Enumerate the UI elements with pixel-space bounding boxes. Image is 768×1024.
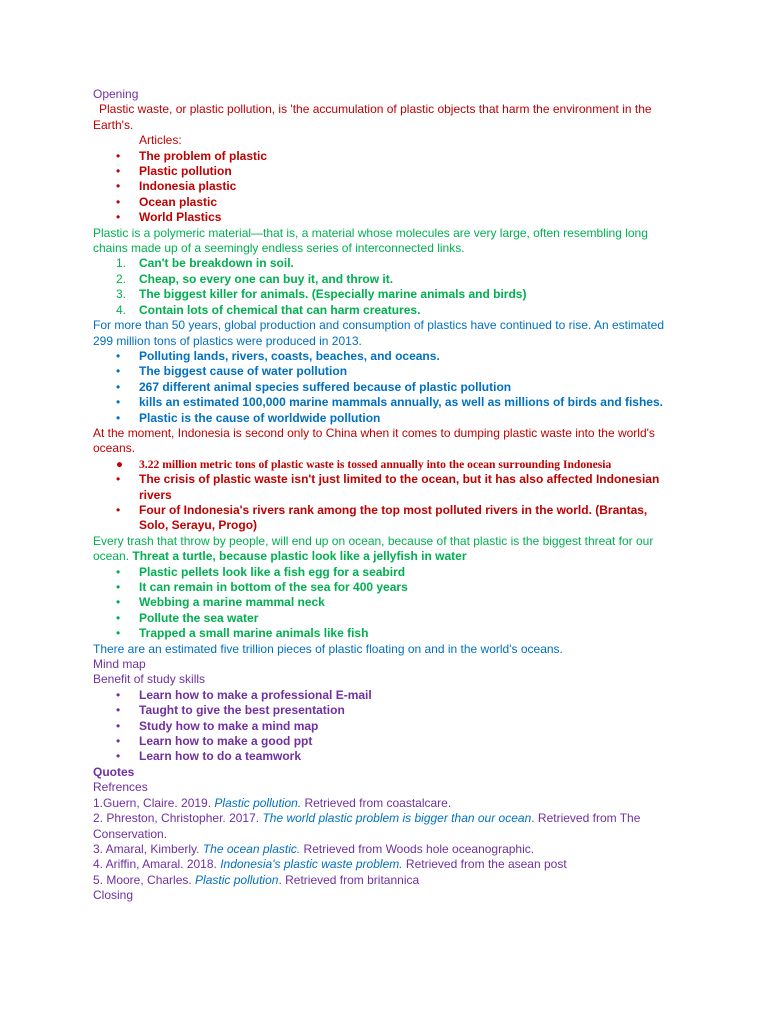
- list-item: • Plastic pollution: [116, 164, 232, 179]
- reference-item: 3. Amaral, Kimberly. The ocean plastic. Retrieved from Woods hole oceanographic.: [93, 841, 535, 856]
- reference-item: 4. Ariffin, Amaral. 2018. Indonesia's plastic waste problem. Retrieved from the asean post: [93, 857, 567, 872]
- list-item: • Polluting lands, rivers, coasts, beaches, and oceans.: [116, 348, 440, 363]
- trash-list: [93, 565, 678, 642]
- list-item: • Learn how to make a professional E-mail: [116, 687, 372, 702]
- list-item: 3. The biggest killer for animals. (Especially marine animals and birds): [116, 287, 527, 302]
- list-item: 4. Contain lots of chemical that can harm creatures.: [116, 302, 421, 317]
- reference-item: 2. Phreston, Christopher. 2017. The world plastic problem is bigger than our ocean. Retrieved from The Conservation.: [93, 811, 641, 841]
- indonesia-paragraph: At the moment, Indonesia is second only to China when it comes to dumping plastic waste into the world's oceans.: [93, 425, 655, 456]
- indonesia-list: [93, 457, 678, 534]
- list-item: • Plastic pellets look like a fish egg for a seabird: [116, 564, 406, 579]
- bullet-marker: •: [116, 395, 121, 410]
- bullet-marker: ●: [116, 457, 124, 471]
- list-item: • It can remain in bottom of the sea for 400 years: [116, 580, 408, 594]
- list-item: • Indonesia plastic: [116, 179, 237, 194]
- bullet-marker: •: [116, 734, 121, 749]
- reference-item: 5. Moore, Charles. Plastic pollution. Retrieved from britannica: [93, 872, 420, 887]
- list-item: • Learn how to make a good ppt: [116, 734, 313, 749]
- list-item: • Study how to make a mind map: [116, 718, 319, 733]
- bullet-marker: •: [116, 472, 121, 487]
- bullet-marker: •: [116, 410, 121, 425]
- closing-heading: Closing: [93, 888, 134, 903]
- opening-heading: Opening: [93, 87, 139, 101]
- benefit-heading: Benefit of study skills: [93, 672, 206, 687]
- list-item: • 267 different animal species suffered because of plastic pollution: [116, 379, 512, 394]
- list-item: • Taught to give the best presentation: [116, 703, 345, 718]
- bullet-marker: •: [116, 564, 121, 579]
- bullet-marker: •: [116, 580, 121, 594]
- benefit-list: [93, 688, 678, 765]
- bullet-marker: •: [116, 626, 121, 641]
- list-item: • Plastic is the cause of worldwide pollution: [116, 410, 381, 425]
- list-item: ● 3.22 million metric tons of plastic waste is tossed annually into the ocean surrounding Indonesia: [116, 457, 612, 471]
- references-list: [93, 796, 678, 888]
- list-item: 1. Can't be breakdown in soil.: [116, 256, 294, 271]
- list-item: • Trapped a small marine animals like fish: [116, 626, 369, 641]
- list-item: • The problem of plastic: [116, 148, 268, 163]
- bullet-marker: •: [116, 502, 121, 517]
- list-item: • Webbing a marine mammal neck: [116, 595, 325, 610]
- document-body: [93, 87, 678, 904]
- mind-map-heading: Mind map: [93, 657, 146, 672]
- list-item: • Four of Indonesia's rivers rank among the top most polluted rivers in the world. (Brantas, Solo, Serayu, Progo): [116, 502, 648, 533]
- list-item: • Pollute the sea water: [116, 610, 259, 625]
- bullet-marker: •: [116, 749, 121, 764]
- list-item: • The crisis of plastic waste isn't just limited to the ocean, but it has also affected Indonesian rivers: [116, 472, 660, 502]
- bullet-marker: •: [116, 610, 121, 625]
- bullet-marker: •: [116, 210, 121, 225]
- trash-bold-sentence: Threat a turtle, because plastic look like a jellyfish in water: [132, 549, 467, 564]
- bullet-marker: •: [116, 718, 121, 733]
- bullet-marker: •: [116, 364, 121, 379]
- intro-paragraph: Plastic waste, or plastic pollution, is 'the accumulation of plastic objects that harm the environment in the Earth's.: [93, 102, 652, 132]
- bullet-marker: •: [116, 194, 121, 209]
- bullet-marker: •: [116, 148, 121, 163]
- list-item: • World Plastics: [116, 210, 222, 225]
- numbered-list: [93, 256, 678, 318]
- production-list: [93, 349, 678, 426]
- references-heading: Refrences: [93, 780, 148, 795]
- bullet-marker: •: [116, 595, 121, 610]
- polymer-paragraph: Plastic is a polymeric material—that is, a material whose molecules are very large, often resembling long chains made up of a seemingly endless series of interconnected links.: [93, 225, 648, 256]
- bullet-marker: •: [116, 348, 121, 363]
- bullet-marker: •: [116, 379, 121, 394]
- list-item: • The biggest cause of water pollution: [116, 364, 348, 379]
- articles-label: Articles:: [139, 133, 182, 148]
- bullet-marker: •: [116, 687, 121, 702]
- trash-paragraph: Every trash that throw by people, will end up on ocean, because of that plastic is the biggest threat for our ocean. Threat a turtle, because plastic look like a jellyfish in water: [93, 533, 654, 564]
- trillion-paragraph: There are an estimated five trillion pieces of plastic floating on and in the world's oceans.: [93, 641, 563, 656]
- bullet-marker: •: [116, 179, 121, 194]
- articles-list: [93, 149, 678, 226]
- reference-item: 1.Guern, Claire. 2019. Plastic pollution. Retrieved from coastalcare.: [93, 795, 452, 810]
- bullet-marker: •: [116, 703, 121, 718]
- production-paragraph: For more than 50 years, global production and consumption of plastics have continued to rise. An estimated 299 million tons of plastics were produced in 2013.: [93, 318, 664, 348]
- list-item: • kills an estimated 100,000 marine mammals annually, as well as millions of birds and fishes.: [116, 395, 663, 410]
- list-item: • Learn how to do a teamwork: [116, 749, 302, 764]
- bullet-marker: •: [116, 164, 121, 179]
- quotes-heading: Quotes: [93, 764, 135, 779]
- list-item: • Ocean plastic: [116, 194, 218, 209]
- list-item: 2. Cheap, so every one can buy it, and throw it.: [116, 271, 394, 286]
